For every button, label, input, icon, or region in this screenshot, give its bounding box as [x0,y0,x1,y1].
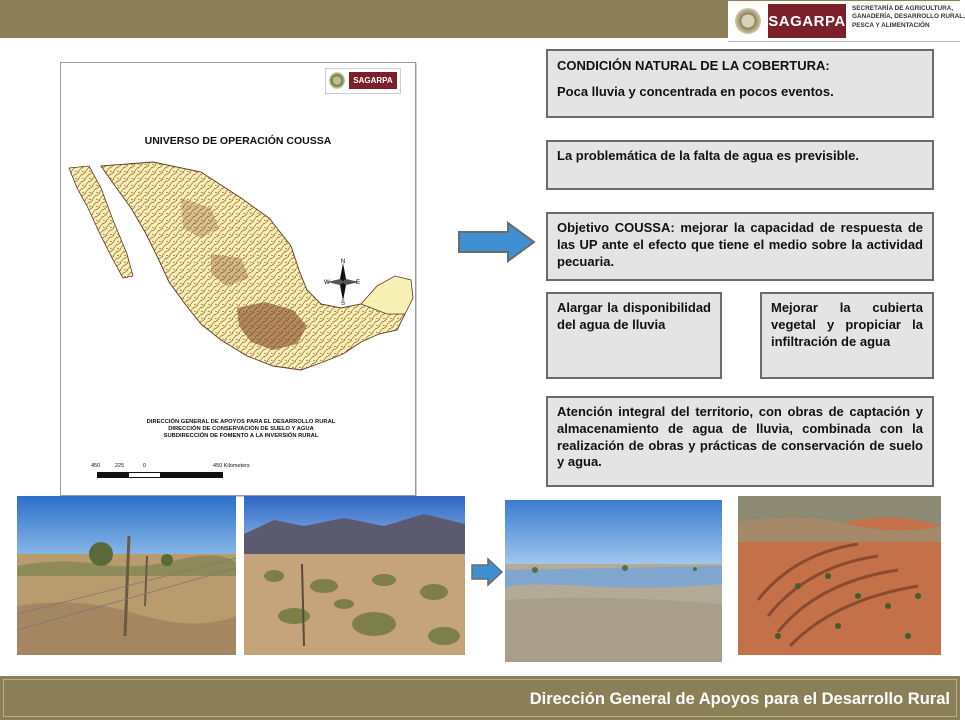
map-seal-icon [329,72,345,89]
problematica-text: La problemática de la falta de agua es previsible. [557,148,860,163]
condicion-title: CONDICIÓN NATURAL DE LA COBERTURA: [557,58,830,73]
small-right-arrow-icon [470,557,504,587]
atencion-text: Atención integral del territorio, con obras de captación y almacenamiento de agua de lluvia, combinada con la realización de obras y prácticas de conservación de suelo y agua. [557,404,923,470]
photo-water-reservoir [505,500,722,662]
svg-text:W: W [324,280,330,286]
map-logo-text: SAGARPA [349,72,397,89]
sagarpa-brand: SAGARPA [768,4,846,38]
photo-terraced-hillside [738,496,941,655]
map-credits: DIRECCIÓN GENERAL DE APOYOS PARA EL DESARROLLO RURAL DIRECCIÓN DE CONSERVACIÓN DE SUELO Y AGUA SUBDIRECCIÓN DE FOMENTO A LA INVERSIÓN RURAL [146,419,336,439]
condicion-text: Poca lluvia y concentrada en pocos eventos. [557,83,834,99]
map-sagarpa-logo [325,68,401,94]
compass-rose-icon [325,259,361,305]
secretaria-text: SECRETARÍA DE AGRICULTURA, GANADERÍA, DESARROLLO RURAL, PESCA Y ALIMENTACIÓN [852,5,965,29]
mejorar-box [760,292,934,379]
svg-text:S: S [340,301,346,307]
objetivo-box [546,212,934,281]
coussa-map [60,62,416,496]
map-title: UNIVERSO DE OPERACIÓN COUSSA [144,135,332,147]
mejorar-text: Mejorar la cubierta vegetal y propiciar la infiltración de agua [771,300,923,349]
mexico-seal-icon [734,5,762,37]
footer-text: Dirección General de Apoyos para el Desarrollo Rural [529,690,950,708]
problematica-box [546,140,934,190]
alargar-text: Alargar la disponibilidad del agua de lluvia [557,300,711,332]
map-scale-bar: 450 225 0 450 Kilometers [91,463,261,485]
svg-text:E: E [356,280,361,286]
right-arrow-icon [456,220,538,264]
alargar-box [546,292,722,379]
sagarpa-header-logo [728,1,965,42]
photo-desert-mountains [244,496,465,655]
objetivo-text: Objetivo COUSSA: mejorar la capacidad de respuesta de las UP ante el efecto que tiene el medio sobre la actividad pecuaria. [557,220,923,269]
condicion-box [546,49,934,118]
photo-fence-dry-land [17,496,236,655]
mexico-map-image [61,158,415,408]
svg-text:N: N [340,259,346,265]
atencion-box [546,396,934,487]
